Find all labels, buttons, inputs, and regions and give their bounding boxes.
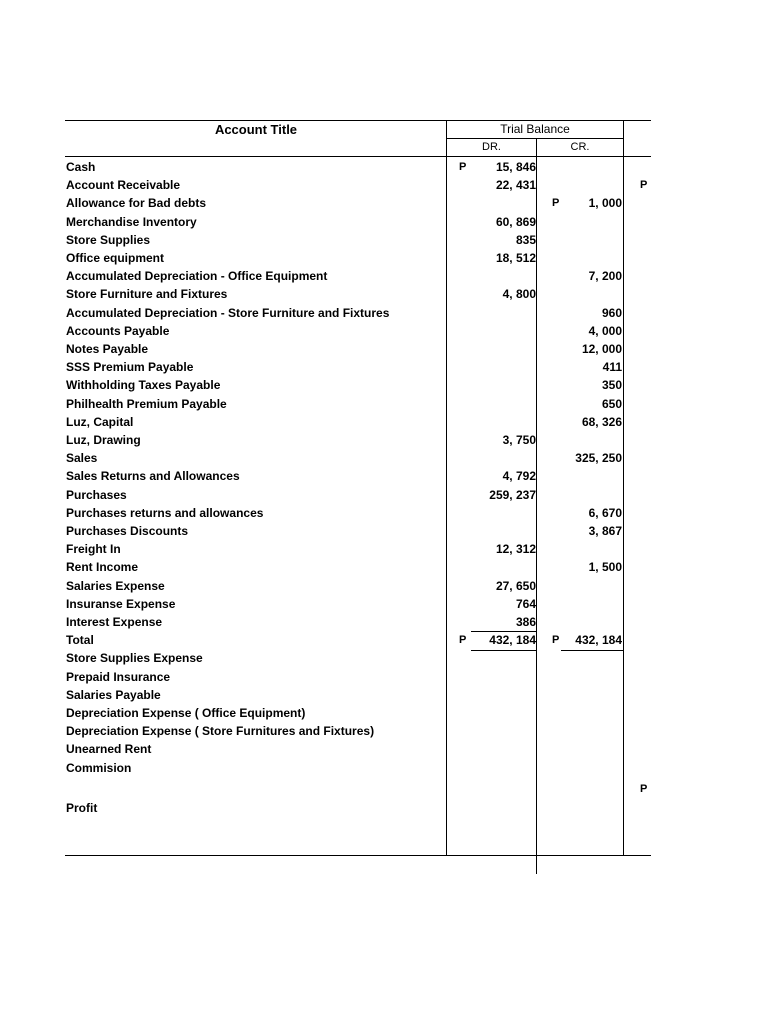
right-peso-sign: P — [640, 783, 648, 795]
account-title: Store Furniture and Fixtures — [66, 287, 228, 301]
account-title: Profit — [66, 801, 98, 815]
account-title: Accumulated Depreciation - Store Furniture and Fixtures — [66, 306, 390, 320]
total-cr-underline — [561, 650, 623, 651]
table-row — [0, 780, 768, 798]
account-title: SSS Premium Payable — [66, 360, 194, 374]
credit-amount: 7, 200 — [588, 269, 622, 283]
credit-amount: 411 — [602, 360, 622, 374]
table-row — [0, 376, 768, 394]
cr-peso-sign: P — [552, 634, 560, 646]
account-title: Purchases returns and allowances — [66, 506, 264, 520]
table-row — [0, 340, 768, 358]
account-title: Store Supplies — [66, 233, 151, 247]
table-row — [0, 504, 768, 522]
debit-amount: 22, 431 — [495, 178, 536, 192]
table-row — [0, 413, 768, 431]
dr-peso-sign: P — [459, 161, 467, 173]
table-row — [0, 158, 768, 176]
table-row — [0, 740, 768, 758]
credit-amount: 68, 326 — [581, 415, 622, 429]
account-title: Purchases — [66, 488, 127, 502]
credit-amount: 1, 500 — [588, 560, 622, 574]
account-title: Insuranse Expense — [66, 597, 176, 611]
credit-amount: 6, 670 — [588, 506, 622, 520]
credit-amount: 432, 184 — [575, 633, 622, 647]
account-title: Philhealth Premium Payable — [66, 397, 227, 411]
table-row — [0, 704, 768, 722]
table-row — [0, 395, 768, 413]
account-title: Total — [66, 633, 94, 647]
account-title: Account Receivable — [66, 178, 181, 192]
account-title: Luz, Drawing — [66, 433, 141, 447]
account-title: Purchases Discounts — [66, 524, 189, 538]
right-peso-sign: P — [640, 179, 648, 191]
table-row — [0, 686, 768, 704]
account-title: Cash — [66, 160, 96, 174]
account-title: Merchandise Inventory — [66, 215, 197, 229]
table-row — [0, 486, 768, 504]
debit-amount: 386 — [515, 615, 536, 629]
account-title: Freight In — [66, 542, 121, 556]
account-title: Luz, Capital — [66, 415, 134, 429]
credit-amount: 960 — [601, 306, 622, 320]
trial-balance-header: Trial Balance — [500, 122, 570, 136]
debit-amount: 12, 312 — [495, 542, 536, 556]
debit-amount: 15, 846 — [495, 160, 536, 174]
debit-amount: 3, 750 — [502, 433, 536, 447]
table-row — [0, 322, 768, 340]
table-row — [0, 176, 768, 194]
cr-peso-sign: P — [552, 197, 560, 209]
table-row — [0, 249, 768, 267]
table-row — [0, 613, 768, 631]
debit-amount: 60, 869 — [495, 215, 536, 229]
credit-amount: 4, 000 — [588, 324, 622, 338]
credit-amount: 12, 000 — [581, 342, 622, 356]
table-row — [0, 722, 768, 740]
table-row — [0, 194, 768, 212]
account-title: Allowance for Bad debts — [66, 196, 207, 210]
table-row — [0, 285, 768, 303]
total-dr-overline — [471, 631, 536, 632]
debit-amount: 835 — [515, 233, 536, 247]
table-row — [0, 595, 768, 613]
cr-header: CR. — [570, 141, 590, 153]
account-title: Interest Expense — [66, 615, 163, 629]
table-row — [0, 759, 768, 777]
dr-peso-sign: P — [459, 634, 467, 646]
table-row — [0, 649, 768, 667]
account-title: Office equipment — [66, 251, 165, 265]
table-row — [0, 358, 768, 376]
account-title: Sales — [66, 451, 98, 465]
table-row — [0, 577, 768, 595]
table-row — [0, 431, 768, 449]
credit-amount: 350 — [601, 378, 622, 392]
debit-amount: 764 — [515, 597, 536, 611]
account-title: Depreciation Expense ( Store Furnitures and Fixtures) — [66, 724, 375, 738]
account-title: Rent Income — [66, 560, 139, 574]
debit-amount: 432, 184 — [489, 633, 536, 647]
credit-amount: 1, 000 — [588, 196, 622, 210]
debit-amount: 4, 800 — [502, 287, 536, 301]
account-title: Sales Returns and Allowances — [66, 469, 240, 483]
account-title: Store Supplies Expense — [66, 651, 203, 665]
account-title: Prepaid Insurance — [66, 670, 171, 684]
credit-amount: 325, 250 — [575, 451, 622, 465]
header-bottom-rule — [65, 156, 651, 157]
table-row — [0, 631, 768, 649]
table-row — [0, 267, 768, 285]
debit-amount: 4, 792 — [502, 469, 536, 483]
account-title: Salaries Payable — [66, 688, 161, 702]
account-title-header: Account Title — [214, 122, 298, 137]
table-row — [0, 213, 768, 231]
table-row — [0, 540, 768, 558]
dr-header: DR. — [482, 141, 501, 153]
table-row — [0, 799, 768, 817]
total-dr-underline — [471, 650, 536, 651]
table-row — [0, 231, 768, 249]
account-title: Notes Payable — [66, 342, 149, 356]
table-row — [0, 668, 768, 686]
bottom-rule — [65, 855, 651, 856]
table-row — [0, 467, 768, 485]
debit-amount: 18, 512 — [495, 251, 536, 265]
credit-amount: 650 — [601, 397, 622, 411]
account-title: Unearned Rent — [66, 742, 152, 756]
table-row — [0, 558, 768, 576]
table-row — [0, 522, 768, 540]
account-title: Accounts Payable — [66, 324, 170, 338]
credit-amount: 3, 867 — [588, 524, 622, 538]
table-row — [0, 304, 768, 322]
debit-amount: 27, 650 — [495, 579, 536, 593]
table-row — [0, 449, 768, 467]
account-title: Depreciation Expense ( Office Equipment) — [66, 706, 306, 720]
account-title: Accumulated Depreciation - Office Equipment — [66, 269, 328, 283]
account-title: Withholding Taxes Payable — [66, 378, 221, 392]
debit-amount: 259, 237 — [489, 488, 536, 502]
account-title: Commision — [66, 761, 132, 775]
account-title: Salaries Expense — [66, 579, 165, 593]
